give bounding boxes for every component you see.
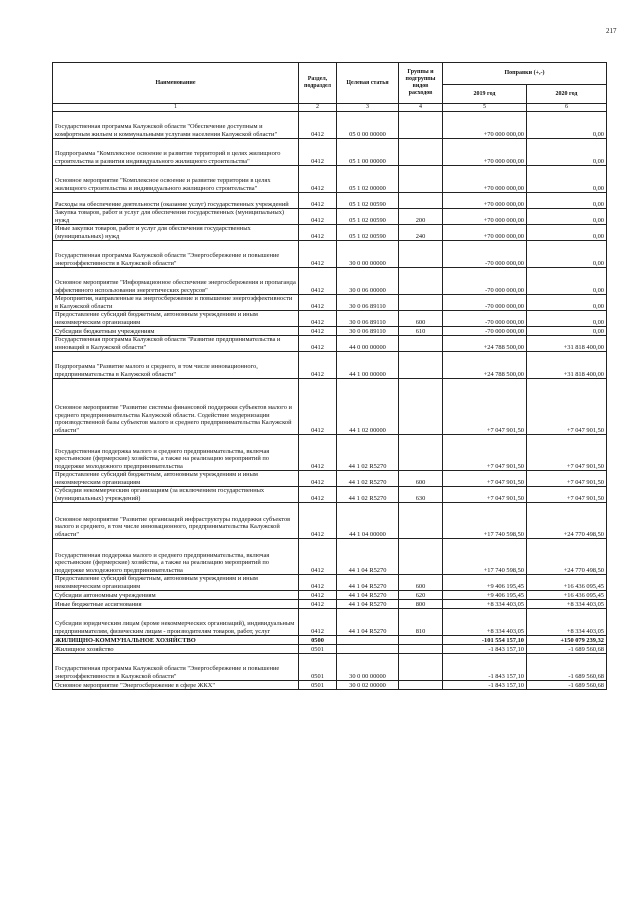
cell-section: 0412	[299, 193, 337, 209]
cell-target	[337, 645, 399, 654]
cell-section: 0412	[299, 225, 337, 241]
cell-2019: -70 000 000,00	[443, 295, 527, 311]
cell-section: 0412	[299, 336, 337, 352]
cell-group	[399, 139, 443, 166]
cell-section: 0412	[299, 139, 337, 166]
cell-section: 0412	[299, 487, 337, 503]
column-number: 6	[527, 104, 607, 112]
cell-target: 05 1 00 00000	[337, 139, 399, 166]
cell-group	[399, 379, 443, 435]
cell-group	[399, 654, 443, 681]
cell-name: Основное мероприятие "Энергосбережение в сфере ЖКХ"	[53, 681, 299, 690]
header-amendments: Поправки (+,-)	[443, 63, 607, 85]
cell-target: 44 0 00 00000	[337, 336, 399, 352]
cell-2019: -70 000 000,00	[443, 311, 527, 327]
cell-section: 0412	[299, 166, 337, 193]
cell-target: 44 1 04 R5270	[337, 600, 399, 609]
cell-2020: 0,00	[527, 268, 607, 295]
cell-name: Государственная программа Калужской области "Развитие предпринимательства и инноваций в Калужской области"	[53, 336, 299, 352]
cell-2019: +7 047 901,50	[443, 487, 527, 503]
table-row	[53, 503, 607, 539]
header-name: Наименование	[53, 63, 299, 104]
cell-2019: +9 406 195,45	[443, 591, 527, 600]
cell-2019: +70 000 000,00	[443, 209, 527, 225]
cell-target: 05 1 02 00000	[337, 166, 399, 193]
cell-group: 240	[399, 225, 443, 241]
cell-target: 30 0 06 89110	[337, 327, 399, 336]
cell-name: Расходы на обеспечение деятельности (оказание услуг) государственных учреждений	[53, 193, 299, 209]
cell-2020: +7 047 901,50	[527, 435, 607, 471]
cell-2020: 0,00	[527, 311, 607, 327]
cell-target: 30 0 00 00000	[337, 654, 399, 681]
table-row	[53, 295, 607, 311]
cell-2019: +70 000 000,00	[443, 139, 527, 166]
cell-target: 44 1 02 R5270	[337, 435, 399, 471]
cell-section: 0412	[299, 471, 337, 487]
cell-target: 44 1 04 00000	[337, 503, 399, 539]
table-row	[53, 112, 607, 139]
cell-2019: +24 788 500,00	[443, 352, 527, 379]
cell-target: 05 0 00 00000	[337, 112, 399, 139]
cell-group	[399, 112, 443, 139]
cell-name: Предоставление субсидий бюджетным, автономным учреждениям и иным некоммерческим организациям	[53, 311, 299, 327]
header-target: Целевая статья	[337, 63, 399, 104]
cell-2020: 0,00	[527, 327, 607, 336]
cell-2020: +31 818 400,00	[527, 352, 607, 379]
cell-name: Основное мероприятие "Комплексное освоение и развитие территории в целях жилищного строительства и индивидуального жилищного строительства"	[53, 166, 299, 193]
cell-group	[399, 166, 443, 193]
cell-2020: 0,00	[527, 139, 607, 166]
cell-target: 44 1 02 00000	[337, 379, 399, 435]
cell-target: 44 1 04 R5270	[337, 609, 399, 636]
cell-name: Субсидии некоммерческим организациям (за исключением государственных (муниципальных) учреждений)	[53, 487, 299, 503]
cell-2019: +24 788 500,00	[443, 336, 527, 352]
table-row	[53, 241, 607, 268]
column-number: 3	[337, 104, 399, 112]
cell-2020: -1 689 560,68	[527, 654, 607, 681]
cell-group: 200	[399, 209, 443, 225]
cell-section: 0412	[299, 327, 337, 336]
header-section: Раздел, подраздел	[299, 63, 337, 104]
cell-section: 0412	[299, 268, 337, 295]
cell-target: 05 1 02 00590	[337, 193, 399, 209]
cell-2019: +70 000 000,00	[443, 193, 527, 209]
cell-name: Жилищное хозяйство	[53, 645, 299, 654]
table-row	[53, 225, 607, 241]
cell-group: 620	[399, 591, 443, 600]
cell-2020: +24 770 498,50	[527, 539, 607, 575]
cell-group	[399, 645, 443, 654]
cell-section: 0412	[299, 600, 337, 609]
cell-name: Государственная программа Калужской области "Энергосбережение и повышение энергоэффективности в Калужской области"	[53, 241, 299, 268]
cell-name: Закупка товаров, работ и услуг для обеспечения государственных (муниципальных) нужд	[53, 209, 299, 225]
cell-name: Предоставление субсидий бюджетным, автономным учреждениям и иным некоммерческим организациям	[53, 471, 299, 487]
cell-section: 0412	[299, 609, 337, 636]
cell-2020: +31 818 400,00	[527, 336, 607, 352]
cell-section: 0501	[299, 654, 337, 681]
table-row	[53, 311, 607, 327]
cell-section: 0412	[299, 209, 337, 225]
cell-2020: +8 334 403,05	[527, 600, 607, 609]
table-row	[53, 636, 607, 645]
cell-section: 0412	[299, 591, 337, 600]
table-row	[53, 591, 607, 600]
cell-2020: -1 689 560,68	[527, 681, 607, 690]
cell-2019: +17 740 598,50	[443, 539, 527, 575]
cell-2020: -1 689 560,68	[527, 645, 607, 654]
cell-section: 0412	[299, 503, 337, 539]
column-number: 5	[443, 104, 527, 112]
cell-2019: -1 843 157,10	[443, 654, 527, 681]
table-row	[53, 352, 607, 379]
cell-2019: +9 406 195,45	[443, 575, 527, 591]
cell-target: 44 1 02 R5270	[337, 471, 399, 487]
cell-2019: -1 843 157,10	[443, 645, 527, 654]
cell-name: Мероприятия, направленные на энергосбережение и повышение энергоэффективности в Калужской области	[53, 295, 299, 311]
cell-2020: +7 047 901,50	[527, 379, 607, 435]
cell-group: 600	[399, 575, 443, 591]
table-row	[53, 654, 607, 681]
cell-2020: 0,00	[527, 166, 607, 193]
cell-target: 44 1 00 00000	[337, 352, 399, 379]
cell-section: 0412	[299, 539, 337, 575]
cell-section: 0412	[299, 295, 337, 311]
column-number: 1	[53, 104, 299, 112]
cell-name: Подпрограмма "Развитие малого и среднего, в том числе инновационного, предпринимательства в Калужской области"	[53, 352, 299, 379]
page-number: 217	[606, 27, 617, 35]
column-number: 2	[299, 104, 337, 112]
cell-name: Иные бюджетные ассигнования	[53, 600, 299, 609]
cell-section: 0412	[299, 112, 337, 139]
cell-section: 0501	[299, 645, 337, 654]
cell-2019: +8 334 403,05	[443, 609, 527, 636]
table-row	[53, 268, 607, 295]
table-row	[53, 435, 607, 471]
table-row	[53, 487, 607, 503]
cell-target: 30 0 00 00000	[337, 241, 399, 268]
cell-name: ЖИЛИЩНО-КОММУНАЛЬНОЕ ХОЗЯЙСТВО	[53, 636, 299, 645]
cell-section: 0412	[299, 435, 337, 471]
cell-name: Предоставление субсидий бюджетным, автономным учреждениям и иным некоммерческим организациям	[53, 575, 299, 591]
cell-target: 30 0 06 89110	[337, 295, 399, 311]
table-row	[53, 681, 607, 690]
cell-name: Иные закупки товаров, работ и услуг для обеспечения государственных (муниципальных) нужд	[53, 225, 299, 241]
cell-section: 0412	[299, 379, 337, 435]
cell-group: 610	[399, 327, 443, 336]
cell-group	[399, 435, 443, 471]
cell-target: 30 0 06 89110	[337, 311, 399, 327]
cell-target: 44 1 02 R5270	[337, 487, 399, 503]
cell-group	[399, 268, 443, 295]
table-row	[53, 539, 607, 575]
cell-target	[337, 636, 399, 645]
cell-name: Государственная поддержка малого и среднего предпринимательства, включая крестьянские (фермерские) хозяйства, а также на реализацию мероприятий по поддержке молодежного предпринимательства	[53, 539, 299, 575]
cell-group	[399, 539, 443, 575]
cell-2019: +7 047 901,50	[443, 379, 527, 435]
table-row	[53, 471, 607, 487]
cell-target: 44 1 04 R5270	[337, 591, 399, 600]
cell-2020: 0,00	[527, 112, 607, 139]
cell-name: Государственная программа Калужской области "Обеспечение доступным и комфортным жильем и коммунальными услугами населения Калужской области"	[53, 112, 299, 139]
cell-group: 630	[399, 487, 443, 503]
cell-name: Основное мероприятие "Развитие организаций инфраструктуры поддержки субъектов малого и среднего, в том числе инновационного, предпринимательства Калужской области"	[53, 503, 299, 539]
cell-2019: +8 334 403,05	[443, 600, 527, 609]
cell-group	[399, 295, 443, 311]
header-year-2019: 2019 год	[443, 85, 527, 104]
header-group: Группы и подгруппы видов расходов	[399, 63, 443, 104]
cell-target: 44 1 04 R5270	[337, 575, 399, 591]
cell-2019: -101 554 157,10	[443, 636, 527, 645]
cell-group	[399, 352, 443, 379]
header-year-2020: 2020 год	[527, 85, 607, 104]
cell-2020: +16 436 095,45	[527, 575, 607, 591]
cell-2019: +70 000 000,00	[443, 225, 527, 241]
cell-name: Субсидии юридическим лицам (кроме некоммерческих организаций), индивидуальным предпринимателям, физическим лицам - производителям товаров, работ, услуг	[53, 609, 299, 636]
cell-target: 30 0 02 00000	[337, 681, 399, 690]
cell-group: 800	[399, 600, 443, 609]
cell-section: 0412	[299, 575, 337, 591]
cell-name: Субсидии бюджетным учреждениям	[53, 327, 299, 336]
cell-target: 30 0 06 00000	[337, 268, 399, 295]
cell-2019: +7 047 901,50	[443, 471, 527, 487]
cell-2019: +70 000 000,00	[443, 166, 527, 193]
cell-2020: +7 047 901,50	[527, 471, 607, 487]
cell-name: Государственная программа Калужской области "Энергосбережение и повышение энергоэффективности в Калужской области"	[53, 654, 299, 681]
cell-section: 0412	[299, 352, 337, 379]
table-row	[53, 327, 607, 336]
cell-2020: +16 436 095,45	[527, 591, 607, 600]
cell-name: Государственная поддержка малого и среднего предпринимательства, включая крестьянские (фермерские) хозяйства, а также на реализацию мероприятий по поддержке молодежного предпринимательства	[53, 435, 299, 471]
cell-2019: -70 000 000,00	[443, 241, 527, 268]
table-row	[53, 609, 607, 636]
cell-section: 0412	[299, 241, 337, 268]
cell-section: 0500	[299, 636, 337, 645]
cell-group	[399, 681, 443, 690]
column-number: 4	[399, 104, 443, 112]
cell-2020: 0,00	[527, 193, 607, 209]
cell-target: 05 1 02 00590	[337, 225, 399, 241]
cell-2020: 0,00	[527, 295, 607, 311]
cell-group: 810	[399, 609, 443, 636]
cell-2019: +17 740 598,50	[443, 503, 527, 539]
cell-2019: -70 000 000,00	[443, 268, 527, 295]
cell-group	[399, 503, 443, 539]
table-row	[53, 336, 607, 352]
cell-2020: 0,00	[527, 241, 607, 268]
table-row	[53, 600, 607, 609]
cell-2020: +8 334 403,05	[527, 609, 607, 636]
cell-group	[399, 636, 443, 645]
cell-section: 0412	[299, 311, 337, 327]
cell-2019: -70 000 000,00	[443, 327, 527, 336]
cell-target: 44 1 04 R5270	[337, 539, 399, 575]
cell-name: Подпрограмма "Комплексное освоение и развитие территорий в целях жилищного строительства и развития индивидуального жилищного строительства"	[53, 139, 299, 166]
table-row	[53, 193, 607, 209]
cell-group	[399, 193, 443, 209]
cell-name: Субсидии автономным учреждениям	[53, 591, 299, 600]
table-row	[53, 379, 607, 435]
cell-2020: +24 770 498,50	[527, 503, 607, 539]
cell-2020: 0,00	[527, 209, 607, 225]
cell-group: 600	[399, 311, 443, 327]
cell-2019: +70 000 000,00	[443, 112, 527, 139]
cell-section: 0501	[299, 681, 337, 690]
cell-2019: -1 843 157,10	[443, 681, 527, 690]
cell-name: Основное мероприятие "Развитие системы финансовой поддержки субъектов малого и среднего предпринимательства Калужской области. Содействие модернизации производственной базы субъектов малого и среднего предпринимательства Калужской области"	[53, 379, 299, 435]
cell-name: Основное мероприятие "Информационное обеспечение энергосбережения и пропаганда эффективного использования энергетических ресурсов"	[53, 268, 299, 295]
table-row	[53, 166, 607, 193]
cell-target: 05 1 02 00590	[337, 209, 399, 225]
cell-group	[399, 336, 443, 352]
cell-2020: 0,00	[527, 225, 607, 241]
cell-group: 600	[399, 471, 443, 487]
table-row	[53, 575, 607, 591]
cell-2020: +7 047 901,50	[527, 487, 607, 503]
cell-2020: +150 079 239,32	[527, 636, 607, 645]
cell-2019: +7 047 901,50	[443, 435, 527, 471]
table-row	[53, 645, 607, 654]
table-row	[53, 209, 607, 225]
cell-group	[399, 241, 443, 268]
table-row	[53, 139, 607, 166]
budget-amendments-table	[52, 62, 607, 690]
